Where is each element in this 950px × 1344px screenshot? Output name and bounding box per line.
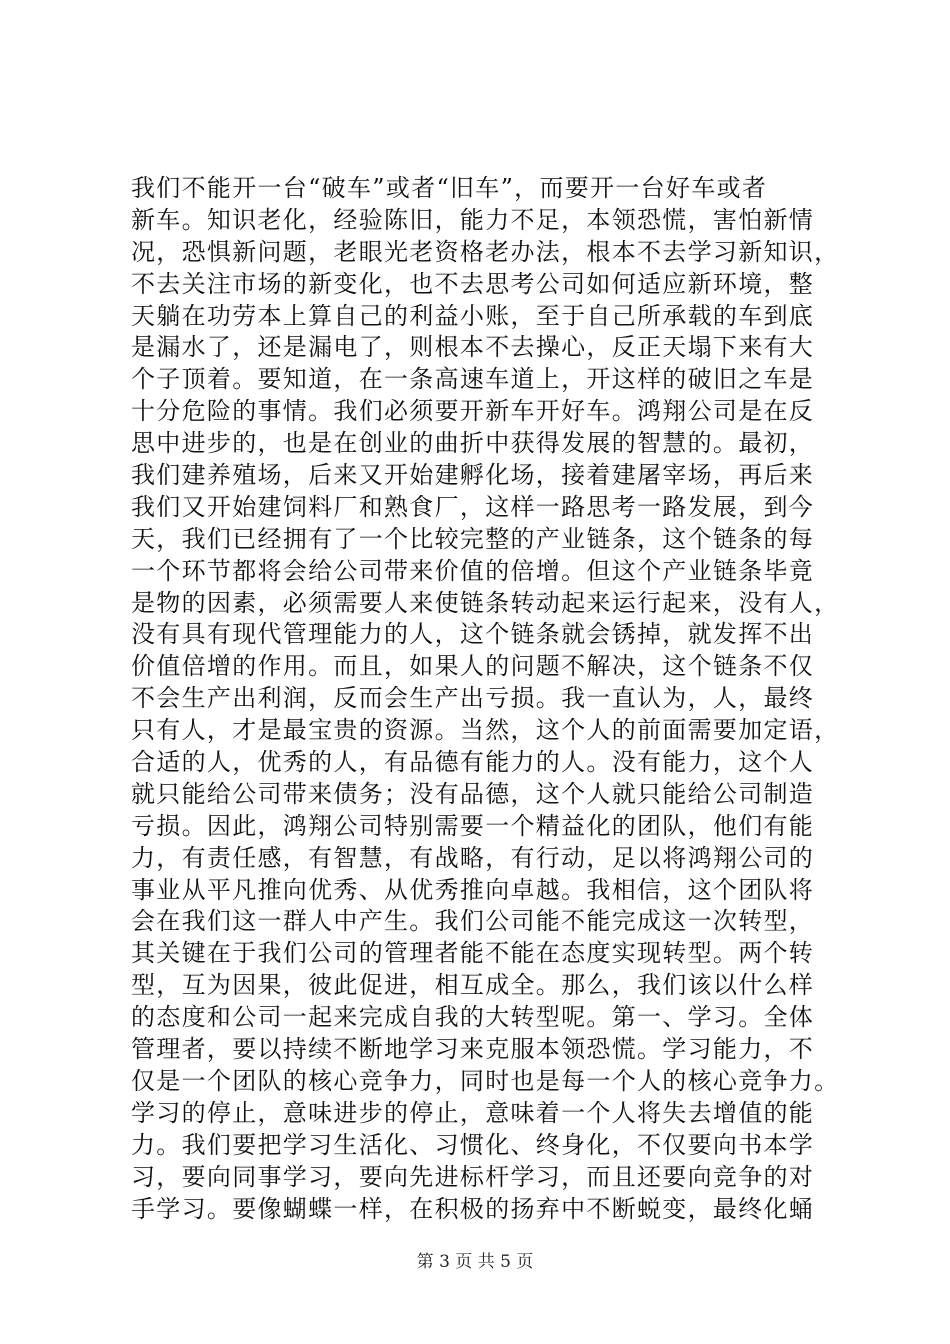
text-line: 手学习。要像蝴蝶一样，在积极的扬弃中不断蜕变，最终化蛹 [131,1194,815,1223]
text-line: 一个环节都将会给公司带来价值的倍增。但这个产业链条毕竟 [131,556,815,585]
text-line: 仅是一个团队的核心竞争力，同时也是每一个人的核心竞争力。 [131,1066,840,1095]
text-line: 学习的停止，意味进步的停止，意味着一个人将失去增值的能 [131,1098,815,1127]
text-line: 力。我们要把学习生活化、习惯化、终身化，不仅要向书本学 [131,1130,815,1159]
text-line: 我们建养殖场，后来又开始建孵化场，接着建屠宰场，再后来 [131,461,815,490]
text-line: 天，我们已经拥有了一个比较完整的产业链条，这个链条的每 [131,524,815,553]
text-line: 十分危险的事情。我们必须要开新车开好车。鸿翔公司是在反 [131,397,815,426]
text-line: 是漏水了，还是漏电了，则根本不去操心，反正天塌下来有大 [131,333,815,362]
text-line: 价值倍增的作用。而且，如果人的问题不解决，这个链条不仅 [131,652,815,681]
text-line: 思中进步的，也是在创业的曲折中获得发展的智慧的。最初， [131,429,815,458]
text-line: 没有具有现代管理能力的人，这个链条就会锈掉，就发挥不出 [131,620,815,649]
page-number-footer: 第 3 页 共 5 页 [416,1252,534,1272]
text-line: 不去关注市场的新变化，也不去思考公司如何适应新环境，整 [131,269,815,298]
text-line: 不会生产出利润，反而会生产出亏损。我一直认为，人，最终 [131,684,815,713]
text-line: 亏损。因此，鸿翔公司特别需要一个精益化的团队，他们有能 [131,811,815,840]
text-line: 的态度和公司一起来完成自我的大转型呢。第一、学习。全体 [131,1003,815,1032]
body-text [131,173,851,1225]
text-line: 习，要向同事学习，要向先进标杆学习，而且还要向竞争的对 [131,1162,815,1191]
text-line: 新车。知识老化，经验陈旧，能力不足，本领恐慌，害怕新情 [131,205,815,234]
text-line: 会在我们这一群人中产生。我们公司能不能完成这一次转型， [131,907,815,936]
text-line: 况，恐惧新问题，老眼光老资格老办法，根本不去学习新知识， [131,237,840,266]
text-line: 合适的人，优秀的人，有品德有能力的人。没有能力，这个人 [131,748,815,777]
text-line: 型，互为因果，彼此促进，相互成全。那么，我们该以什么样 [131,971,815,1000]
text-line: 只有人，才是最宝贵的资源。当然，这个人的前面需要加定语， [131,716,840,745]
text-line: 其关键在于我们公司的管理者能不能在态度实现转型。两个转 [131,939,815,968]
text-line: 天躺在功劳本上算自己的利益小账，至于自己所承载的车到底 [131,301,815,330]
text-line: 管理者，要以持续不断地学习来克服本领恐慌。学习能力，不 [131,1035,815,1064]
text-line: 个子顶着。要知道，在一条高速车道上，开这样的破旧之车是 [131,365,815,394]
text-line: 就只能给公司带来债务；没有品德，这个人就只能给公司制造 [131,779,815,808]
text-line: 力，有责任感，有智慧，有战略，有行动，足以将鸿翔公司的 [131,843,815,872]
text-line: 我们又开始建饲料厂和熟食厂，这样一路思考一路发展，到今 [131,492,815,521]
text-line: 事业从平凡推向优秀、从优秀推向卓越。我相信，这个团队将 [131,875,815,904]
text-line: 是物的因素，必须需要人来使链条转动起来运行起来，没有人， [131,588,840,617]
text-line: 我们不能开一台“破车”或者“旧车”，而要开一台好车或者 [131,174,768,202]
